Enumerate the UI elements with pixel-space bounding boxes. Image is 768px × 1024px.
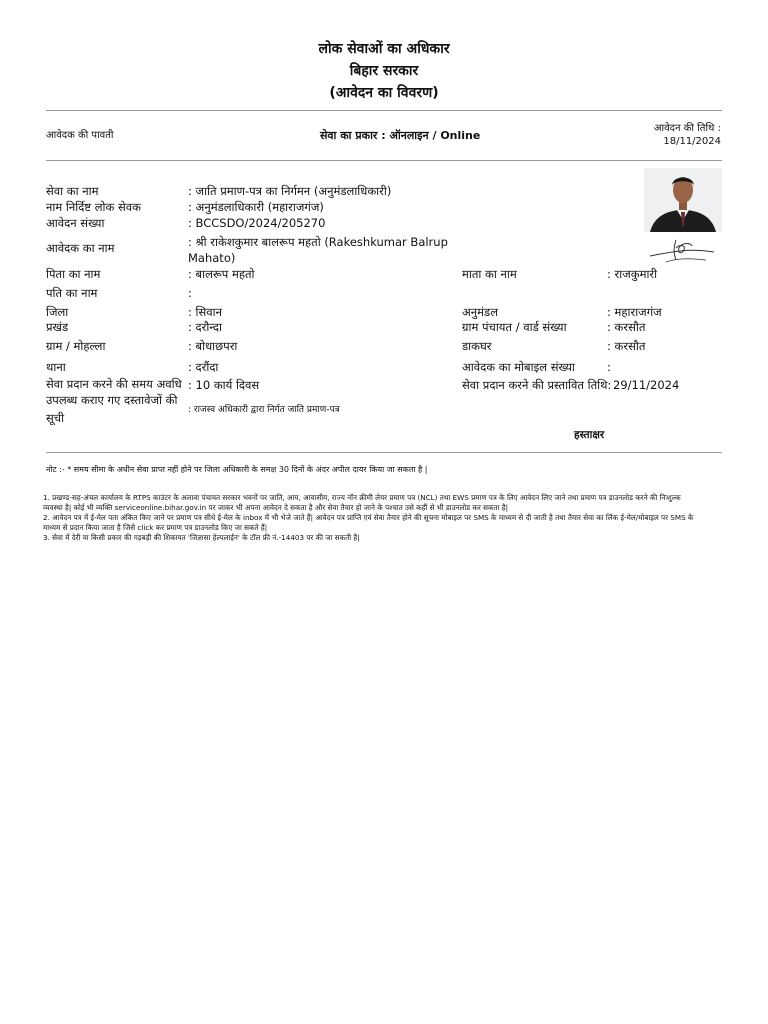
service-type: सेवा का प्रकार : ऑनलाइन / Online bbox=[320, 129, 481, 142]
field-label-block: प्रखंड bbox=[46, 320, 69, 334]
field-value-proposed-date: 29/11/2024 bbox=[613, 378, 680, 392]
applicant-photo-image bbox=[644, 168, 722, 232]
instructions bbox=[43, 493, 723, 543]
field-label-subdivision: अनुमंडल bbox=[462, 305, 498, 319]
field-value-block: : दरौन्दा bbox=[188, 320, 222, 334]
instruction-line-2-cont: माध्यम से प्रदान किया जाता है जिसे click कर प्रमाण पत्र डाउनलोड किए जा सकते हैं| bbox=[43, 523, 268, 532]
instruction-line-2: 2. आवेदन पत्र में ई-मेल पता अंकित किए जाने पर प्रमाण पत्र सीधे ई-मेल के inbox में भी भेजे जाते हैं| आवेदन पत्र प्राप्ति एवं सेवा तैयार होने की सूचना मोबाइल पर SMS के माध्यम से दी जाती है तथा तैयार सेवा का लिंक ई-मेल/मोबाइल पर SMS के bbox=[43, 513, 694, 522]
field-value-district: : सिवान bbox=[188, 305, 223, 319]
signature-label: हस्ताक्षर bbox=[574, 429, 605, 441]
field-value-application-no: : BCCSDO/2024/205270 bbox=[188, 216, 326, 230]
field-value-applicant-name: : श्री राकेशकुमार बालरूप महतो (Rakeshkumar Balrup bbox=[188, 235, 448, 249]
field-value-service-name: : जाति प्रमाण-पत्र का निर्गमन (अनुमंडलाधिकारी) bbox=[188, 184, 392, 198]
appeal-note: नोट :- * समय सीमा के अधीन सेवा प्राप्त नहीं होने पर जिला अधिकारी के समक्ष 30 दिनों के अंदर अपील दायर किया जा सकता है | bbox=[46, 465, 428, 474]
field-label-application-no: आवेदन संख्या bbox=[46, 216, 105, 230]
field-label-documents-cont: सूची bbox=[46, 411, 65, 425]
signature-scribble bbox=[646, 236, 718, 266]
field-value-mother: : राजकुमारी bbox=[607, 267, 658, 281]
application-date-label: आवेदन की तिथि : bbox=[653, 123, 721, 134]
instruction-line-1: 1. प्रखण्ड-सह-अंचल कार्यालय के RTPS काउंटर के अलावा पंचायत सरकार भवनों पर जाति, आय, आवासीय, राज्य नॉन क्रीमी लेयर प्रमाण पत्र (NCL) तथा EWS प्रमाण पत्र के लिए आवेदन लिए जाने तथा प्रमाण पत्र डाउनलोड करने की निःशुल्क bbox=[43, 493, 681, 502]
divider-bottom bbox=[46, 452, 722, 453]
field-label-mother: माता का नाम bbox=[462, 267, 517, 281]
field-value-husband: : bbox=[188, 286, 192, 300]
receipt-label: आवेदक की पावती bbox=[46, 130, 114, 141]
field-label-police-station: थाना bbox=[46, 360, 66, 374]
field-label-service-name: सेवा का नाम bbox=[46, 184, 99, 198]
field-label-proposed-date: सेवा प्रदान करने की प्रस्तावित तिथि: bbox=[462, 378, 612, 392]
field-label-husband: पति का नाम bbox=[46, 286, 98, 300]
field-label-panchayat: ग्राम पंचायत / वार्ड संख्या bbox=[462, 320, 567, 334]
divider-meta bbox=[46, 160, 722, 161]
applicant-photo bbox=[644, 168, 722, 232]
divider-top bbox=[46, 110, 722, 111]
field-value-documents: : राजस्व अधिकारी द्वारा निर्गत जाति प्रमाण-पत्र bbox=[188, 405, 340, 415]
field-value-father: : बालरूप महतो bbox=[188, 267, 255, 281]
application-date-value: 18/11/2024 bbox=[663, 136, 721, 147]
field-value-applicant-name-cont: Mahato) bbox=[188, 251, 236, 265]
field-value-officer: : अनुमंडलाधिकारी (महाराजगंज) bbox=[188, 200, 324, 214]
field-label-mobile: आवेदक का मोबाइल संख्या bbox=[462, 360, 575, 374]
field-value-post-office: : करसौत bbox=[607, 339, 646, 353]
field-value-police-station: : दरौंदा bbox=[188, 360, 219, 374]
field-label-district: जिला bbox=[46, 305, 69, 319]
field-value-village: : बोधाछपरा bbox=[188, 339, 238, 353]
instruction-line-3: 3. सेवा में देरी या किसी प्रकार की गड़बड़ी की शिकायत 'जिज्ञासा हेल्पलाईन' के टॉल फ्री नं.-14403 पर की जा सकती है| bbox=[43, 533, 360, 542]
field-value-mobile: : bbox=[607, 360, 611, 374]
header-line2: बिहार सरकार bbox=[349, 63, 419, 79]
applicant-signature bbox=[646, 236, 718, 266]
field-label-village: ग्राम / मोहल्ला bbox=[46, 339, 106, 353]
field-label-service-period: सेवा प्रदान करने की समय अवधि bbox=[46, 377, 182, 391]
field-label-officer: नाम निर्दिष्ट लोक सेवक bbox=[46, 200, 141, 214]
header-line3: (आवेदन का विवरण) bbox=[329, 85, 439, 101]
field-label-documents: उपलब्ध कराए गए दस्तावेजों की bbox=[46, 393, 178, 407]
field-label-applicant-name: आवेदक का नाम bbox=[46, 241, 115, 255]
field-value-panchayat: : करसौत bbox=[607, 320, 646, 334]
instruction-line-1-cont: व्यवस्था है| कोई भी व्यक्ति serviceonline.bihar.gov.in पर जाकर भी अपना आवेदन दे सकता है और सेवा तैयार हो जाने के पश्चात उसे कहीं से भी डाउनलोड कर सकता है| bbox=[43, 503, 509, 512]
field-label-father: पिता का नाम bbox=[46, 267, 101, 281]
field-value-subdivision: : महाराजगंज bbox=[607, 305, 662, 319]
field-value-service-period: : 10 कार्य दिवस bbox=[188, 378, 260, 392]
field-label-post-office: डाकघर bbox=[462, 339, 492, 353]
header-line1: लोक सेवाओं का अधिकार bbox=[318, 41, 450, 57]
